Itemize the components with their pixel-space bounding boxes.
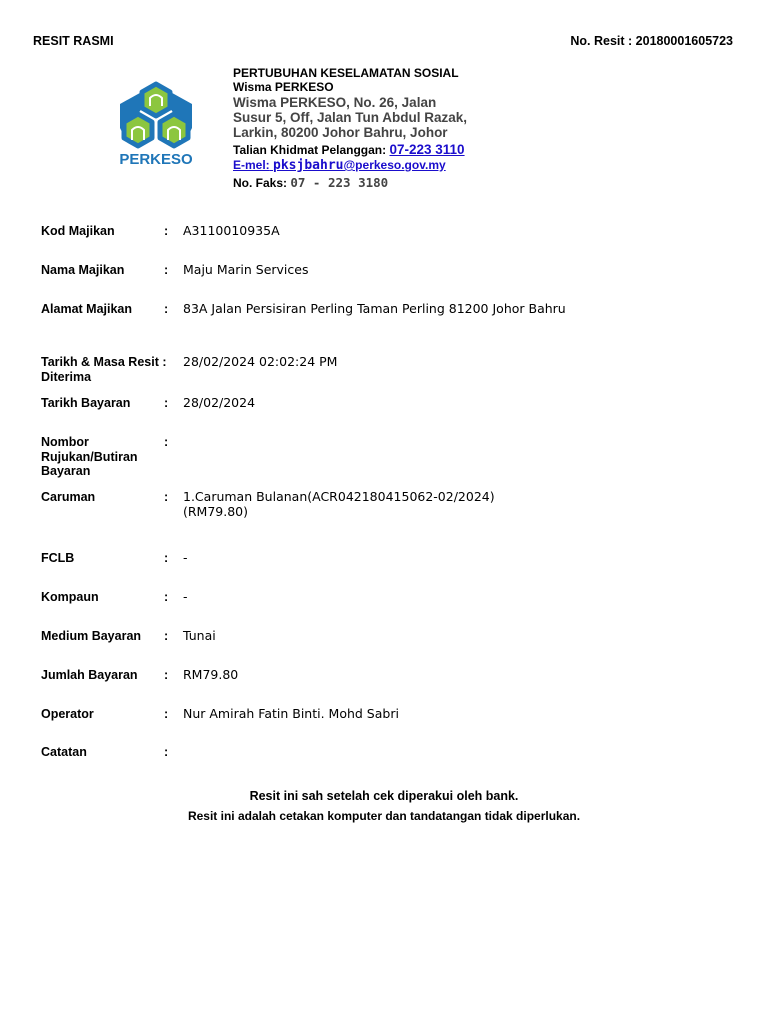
field-colon: : [164,707,169,721]
fax-line [233,174,533,192]
field-label [41,355,181,384]
field-label [41,435,161,479]
email-label: E-mel: [233,158,270,172]
organisation-info [233,66,533,192]
email-link[interactable] [233,158,533,173]
footer-note-signature: Resit ini adalah cetakan komputer dan tandatangan tidak diperlukan. [187,809,581,823]
field-colon: : [164,224,169,238]
field-value: 28/02/2024 02:02:24 PM [183,354,338,369]
field-value: 83A Jalan Persisiran Perling Taman Perling 81200 Johor Bahru [183,301,566,316]
org-building: Wisma PERKESO [233,80,334,94]
field-colon: : [164,629,169,643]
footer-note-cheque: Resit ini sah setelah cek diperakui oleh bank. [249,789,519,803]
field-label: Kod Majikan [41,224,115,238]
field-label-line: Nombor [41,435,89,449]
tel-link[interactable]: 07-223 3110 [389,142,465,157]
org-name: PERTUBUHAN KESELAMATAN SOSIAL [233,66,459,80]
fax-label: No. Faks: [233,176,288,190]
field-label-line: Diterima [41,369,92,384]
email-domain: @perkeso.gov.my [343,158,446,172]
caruman-line: 1.Caruman Bulanan(ACR042180415062-02/2024) [183,489,495,504]
field-value: Nur Amirah Fatin Binti. Mohd Sabri [183,706,399,721]
email-user: pksjbahru [273,158,344,173]
field-label: Alamat Majikan [41,302,133,316]
field-colon: : [164,302,169,316]
field-label: Jumlah Bayaran [41,668,138,682]
caruman-amount: (RM79.80) [183,503,249,519]
field-label: Operator [41,707,94,721]
address-line: Susur 5, Off, Jalan Tun Abdul Razak, [233,110,468,125]
field-value: - [183,589,188,604]
field-label: Catatan [41,745,87,759]
field-colon: : [164,668,169,682]
field-colon: : [164,396,169,410]
field-value: Maju Marin Services [183,262,309,277]
field-label-line: Rujukan/Butiran [41,449,138,464]
field-colon: : [164,490,169,504]
tel-label: Talian Khidmat Pelanggan: [233,143,387,157]
field-value: 28/02/2024 [183,395,256,410]
field-value: - [183,550,188,565]
field-colon: : [164,745,169,759]
address-line: Larkin, 80200 Johor Bahru, Johor [233,125,448,140]
org-address [233,95,533,140]
field-value [183,490,723,519]
field-label-line: Tarikh & Masa Resit : [41,355,167,369]
field-value: RM79.80 [183,667,239,682]
field-label: Medium Bayaran [41,629,142,643]
field-label-line: Bayaran [41,464,91,478]
field-value: A3110010935A [183,223,280,238]
field-value: Tunai [183,628,216,643]
field-colon: : [164,551,169,565]
customer-service-line [233,142,533,158]
receipt-number-value: 20180001605723 [635,34,733,48]
perkeso-logo [104,80,208,168]
receipt-number-label: No. Resit : [570,34,633,48]
receipt-number [570,34,733,48]
field-label: Caruman [41,490,96,504]
field-label: Nama Majikan [41,263,125,277]
field-label: FCLB [41,551,75,565]
field-colon: : [164,590,169,604]
field-label: Tarikh Bayaran [41,396,131,410]
fax-number: 07 - 223 3180 [290,175,389,190]
field-label: Kompaun [41,590,99,604]
page-title: RESIT RASMI [33,34,114,48]
logo-text: PERKESO [119,151,193,168]
field-colon: : [164,263,169,277]
field-colon: : [164,435,169,449]
address-line: Wisma PERKESO, No. 26, Jalan [233,95,437,110]
